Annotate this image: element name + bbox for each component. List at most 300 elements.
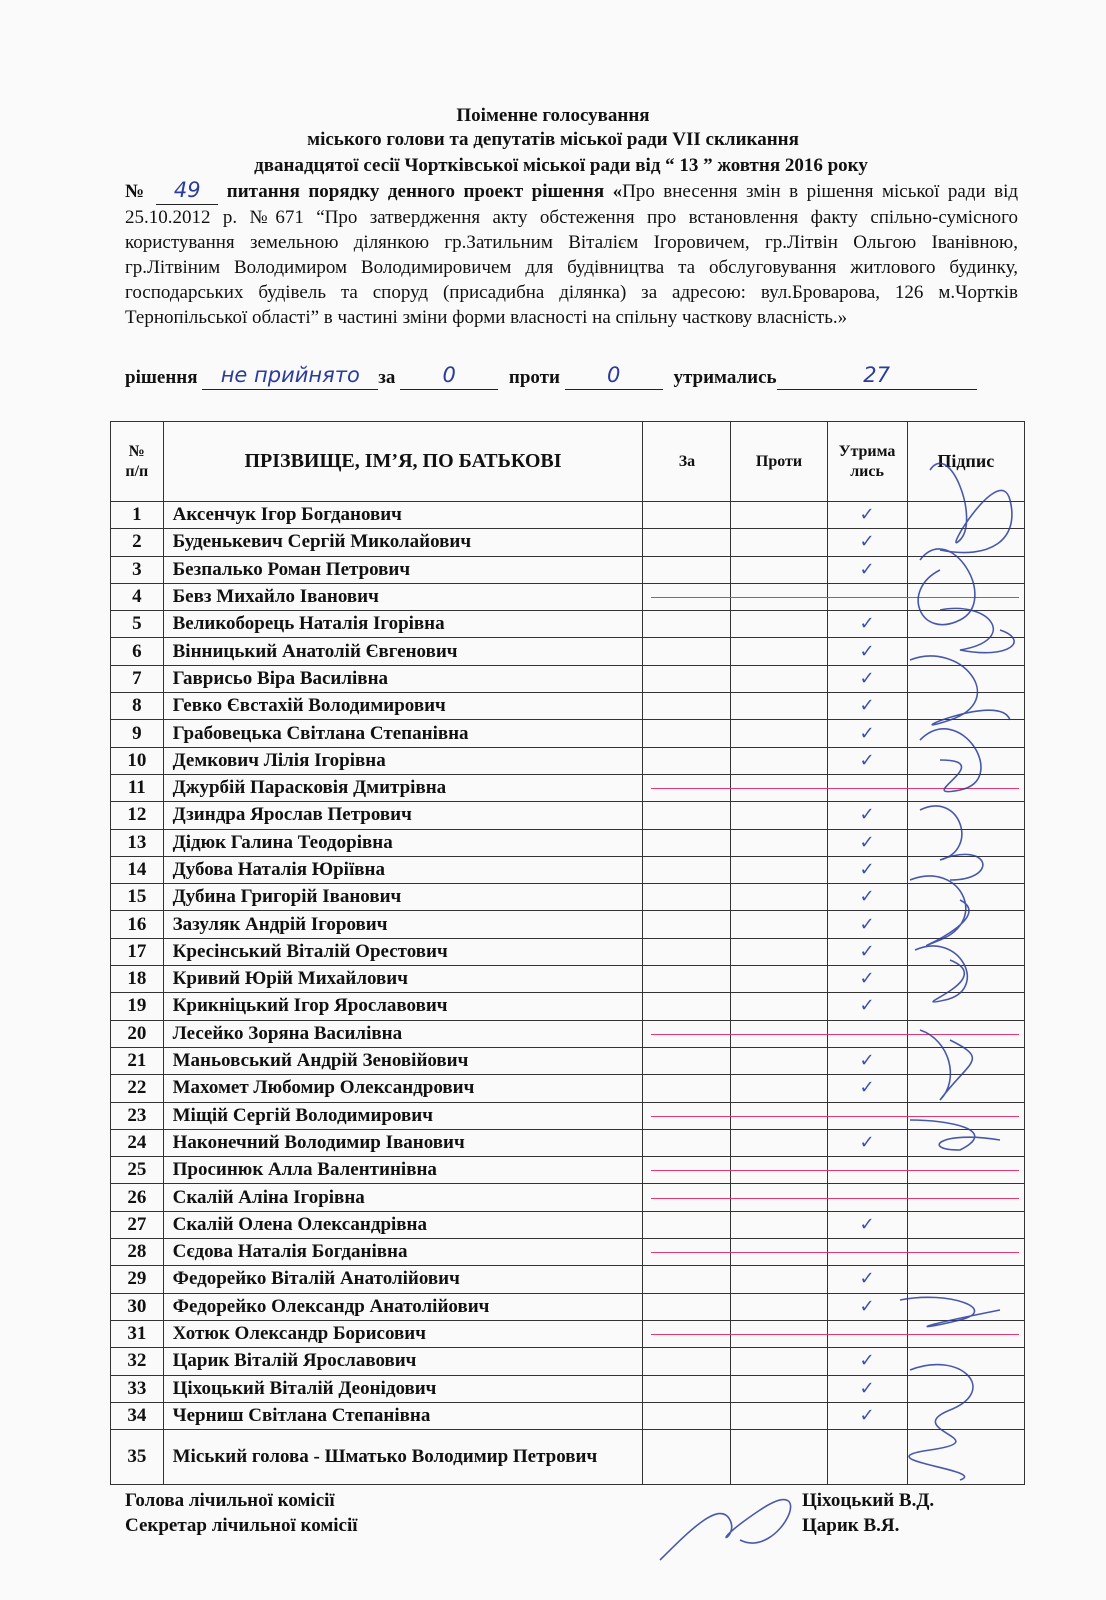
abstain-check-icon: ✓ <box>859 1295 875 1317</box>
table-row <box>111 1102 1025 1129</box>
col-header-abstained: Утрима лись <box>827 422 907 502</box>
table-header-row <box>111 422 1025 502</box>
row-number: 5 <box>111 611 164 638</box>
table-row <box>111 911 1025 938</box>
vote-against-cell <box>731 556 827 583</box>
vote-abstained-cell <box>827 911 907 938</box>
row-number: 2 <box>111 529 164 556</box>
decision-value: не прийнято <box>220 363 360 387</box>
signature-cell <box>907 1320 1024 1347</box>
signature-cell <box>907 1402 1024 1429</box>
signature-cell <box>907 720 1024 747</box>
table-row <box>111 774 1025 801</box>
abstain-check-icon: ✓ <box>859 749 875 771</box>
signature-cell <box>907 993 1024 1020</box>
deputy-name: Аксенчук Ігор Богданович <box>163 502 643 529</box>
col-header-against: Проти <box>731 422 827 502</box>
row-number: 6 <box>111 638 164 665</box>
deputy-name: Гевко Євстахій Володимирович <box>163 693 643 720</box>
table-row <box>111 1375 1025 1402</box>
vote-against-cell <box>731 1129 827 1156</box>
roll-call-table <box>110 421 1025 1485</box>
signature-cell <box>907 556 1024 583</box>
vote-abstained-cell <box>827 1402 907 1429</box>
vote-for-cell <box>643 583 731 610</box>
row-number: 18 <box>111 966 164 993</box>
table-body <box>111 502 1025 1485</box>
vote-for-cell <box>643 556 731 583</box>
vote-against-cell <box>731 1184 827 1211</box>
deputy-name: Хотюк Олександр Борисович <box>163 1320 643 1347</box>
row-number: 31 <box>111 1320 164 1347</box>
table-row <box>111 884 1025 911</box>
col-header-name: ПРІЗВИЩЕ, ІМ’Я, ПО БАТЬКОВІ <box>163 422 643 502</box>
deputy-name: Дубина Григорій Іванович <box>163 884 643 911</box>
vote-for-cell <box>643 829 731 856</box>
vote-against-cell <box>731 1375 827 1402</box>
deputy-name: Федорейко Олександр Анатолійович <box>163 1293 643 1320</box>
row-number: 32 <box>111 1348 164 1375</box>
row-number: 4 <box>111 583 164 610</box>
signature-cell <box>907 1129 1024 1156</box>
row-number: 19 <box>111 993 164 1020</box>
table-row <box>111 1430 1025 1485</box>
row-number: 1 <box>111 502 164 529</box>
vote-against-cell <box>731 884 827 911</box>
vote-against-cell <box>731 856 827 883</box>
vote-abstained-cell <box>827 1102 907 1129</box>
abstain-check-icon: ✓ <box>859 1404 875 1426</box>
table-row <box>111 502 1025 529</box>
vote-abstained-cell <box>827 1129 907 1156</box>
row-number: 27 <box>111 1211 164 1238</box>
deputy-name: Наконечний Володимир Іванович <box>163 1129 643 1156</box>
abstain-check-icon: ✓ <box>859 831 875 853</box>
row-number: 26 <box>111 1184 164 1211</box>
deputy-name: Безпалько Роман Петрович <box>163 556 643 583</box>
deputy-name: Маньовський Андрій Зеновійович <box>163 1047 643 1074</box>
vote-for-cell <box>643 611 731 638</box>
signature-cell <box>907 1239 1024 1266</box>
row-number: 34 <box>111 1402 164 1429</box>
deputy-name: Царик Віталій Ярославович <box>163 1348 643 1375</box>
row-number: 25 <box>111 1157 164 1184</box>
vote-abstained-cell <box>827 1211 907 1238</box>
vote-for-cell <box>643 502 731 529</box>
vote-abstained-cell <box>827 583 907 610</box>
vote-abstained-cell <box>827 884 907 911</box>
vote-against-cell <box>731 774 827 801</box>
vote-abstained-cell <box>827 1075 907 1102</box>
abstain-check-icon: ✓ <box>859 640 875 662</box>
signature-cell <box>907 502 1024 529</box>
row-number: 33 <box>111 1375 164 1402</box>
counting-commission-secretary-label: Секретар лічильної комісії <box>125 1515 358 1536</box>
vote-for-cell <box>643 1430 731 1485</box>
vote-against-cell <box>731 1157 827 1184</box>
table-row <box>111 1075 1025 1102</box>
row-number: 28 <box>111 1239 164 1266</box>
signature-cell <box>907 774 1024 801</box>
za-value: 0 <box>442 363 456 387</box>
vote-against-cell <box>731 966 827 993</box>
vote-for-cell <box>643 1157 731 1184</box>
row-number: 17 <box>111 938 164 965</box>
vote-for-cell <box>643 938 731 965</box>
vote-against-cell <box>731 1348 827 1375</box>
col-header-signature: Підпис <box>907 422 1024 502</box>
vote-for-cell <box>643 638 731 665</box>
deputy-name: Ціхоцький Віталій Деонідович <box>163 1375 643 1402</box>
col-header-number: № п/п <box>111 422 164 502</box>
vote-against-cell <box>731 829 827 856</box>
abstain-check-icon: ✓ <box>859 558 875 580</box>
vote-for-cell <box>643 1129 731 1156</box>
deputy-name: Сєдова Наталія Богданівна <box>163 1239 643 1266</box>
vote-abstained-cell <box>827 938 907 965</box>
vote-against-cell <box>731 1402 827 1429</box>
table-row <box>111 829 1025 856</box>
signature-cell <box>907 1348 1024 1375</box>
abstain-check-icon: ✓ <box>859 695 875 717</box>
vote-abstained-cell <box>827 966 907 993</box>
table-row <box>111 693 1025 720</box>
abstain-check-icon: ✓ <box>859 1077 875 1099</box>
table-row <box>111 1320 1025 1347</box>
vote-against-cell <box>731 1075 827 1102</box>
signature-cell <box>907 829 1024 856</box>
vote-abstained-cell <box>827 802 907 829</box>
signature-cell <box>907 1075 1024 1102</box>
row-number: 12 <box>111 802 164 829</box>
signature-cell <box>907 747 1024 774</box>
deputy-name: Міщій Сергій Володимирович <box>163 1102 643 1129</box>
row-number: 8 <box>111 693 164 720</box>
table-row <box>111 993 1025 1020</box>
vote-against-cell <box>731 938 827 965</box>
abstain-check-icon: ✓ <box>859 995 875 1017</box>
deputy-name: Дубова Наталія Юріївна <box>163 856 643 883</box>
vote-for-cell <box>643 1047 731 1074</box>
abstain-check-icon: ✓ <box>859 1131 875 1153</box>
vote-for-cell <box>643 993 731 1020</box>
deputy-name: Демкович Лілія Ігорівна <box>163 747 643 774</box>
vote-for-cell <box>643 1020 731 1047</box>
abstain-check-icon: ✓ <box>859 531 875 553</box>
agenda-question <box>125 178 1018 330</box>
table-row <box>111 529 1025 556</box>
vote-abstained-cell <box>827 1375 907 1402</box>
table-row <box>111 1157 1025 1184</box>
vote-for-cell <box>643 1075 731 1102</box>
vote-for-cell <box>643 529 731 556</box>
table-row <box>111 1020 1025 1047</box>
vote-for-cell <box>643 1184 731 1211</box>
vote-for-cell <box>643 1266 731 1293</box>
row-number: 16 <box>111 911 164 938</box>
abstain-check-icon: ✓ <box>859 1350 875 1372</box>
proty-label: проти <box>508 367 560 388</box>
utr-label: утримались <box>673 367 777 388</box>
abstain-check-icon: ✓ <box>859 859 875 880</box>
row-number: 22 <box>111 1075 164 1102</box>
vote-against-cell <box>731 1266 827 1293</box>
vote-for-cell <box>643 1211 731 1238</box>
abstain-check-icon: ✓ <box>859 1377 875 1399</box>
vote-abstained-cell <box>827 693 907 720</box>
row-number: 14 <box>111 856 164 883</box>
vote-for-cell <box>643 884 731 911</box>
signature-cell <box>907 802 1024 829</box>
signature-cell <box>907 529 1024 556</box>
table-row <box>111 966 1025 993</box>
deputy-name: Просинюк Алла Валентинівна <box>163 1157 643 1184</box>
vote-for-cell <box>643 774 731 801</box>
vote-against-cell <box>731 529 827 556</box>
signature-cell <box>907 1102 1024 1129</box>
vote-against-cell <box>731 1102 827 1129</box>
decision-label: рішення <box>125 367 198 388</box>
abstain-check-icon: ✓ <box>859 504 875 526</box>
counting-commission-chair-label: Голова лічильної комісії <box>125 1490 335 1511</box>
table-row <box>111 802 1025 829</box>
signature-cell <box>907 665 1024 692</box>
table-row <box>111 1293 1025 1320</box>
vote-against-cell <box>731 1047 827 1074</box>
vote-against-cell <box>731 993 827 1020</box>
deputy-name: Кривий Юрій Михайлович <box>163 966 643 993</box>
abstain-check-icon: ✓ <box>859 667 875 689</box>
table-row <box>111 1211 1025 1238</box>
deputy-name: Гаврисьо Віра Василівна <box>163 665 643 692</box>
vote-for-cell <box>643 856 731 883</box>
row-number: 10 <box>111 747 164 774</box>
signature-cell <box>907 911 1024 938</box>
vote-for-cell <box>643 1375 731 1402</box>
vote-abstained-cell <box>827 774 907 801</box>
col-header-for: За <box>643 422 731 502</box>
vote-for-cell <box>643 966 731 993</box>
abstain-check-icon: ✓ <box>859 613 875 635</box>
vote-against-cell <box>731 720 827 747</box>
signature-cell <box>907 884 1024 911</box>
table-row <box>111 1129 1025 1156</box>
table-row <box>111 1047 1025 1074</box>
vote-for-cell <box>643 1239 731 1266</box>
vote-abstained-cell <box>827 556 907 583</box>
signature-cell <box>907 1211 1024 1238</box>
vote-abstained-cell <box>827 1239 907 1266</box>
row-number: 24 <box>111 1129 164 1156</box>
vote-abstained-cell <box>827 529 907 556</box>
vote-abstained-cell <box>827 1047 907 1074</box>
vote-abstained-cell <box>827 1020 907 1047</box>
table-row <box>111 1348 1025 1375</box>
vote-abstained-cell <box>827 747 907 774</box>
abstain-check-icon: ✓ <box>859 968 875 990</box>
vote-abstained-cell <box>827 1293 907 1320</box>
utr-value: 27 <box>863 363 890 387</box>
deputy-name: Черниш Світлана Степанівна <box>163 1402 643 1429</box>
proty-value: 0 <box>607 363 621 387</box>
deputy-name: Буденькевич Сергій Миколайович <box>163 529 643 556</box>
vote-for-cell <box>643 1402 731 1429</box>
row-number: 23 <box>111 1102 164 1129</box>
vote-against-cell <box>731 1020 827 1047</box>
vote-for-cell <box>643 693 731 720</box>
vote-for-cell <box>643 911 731 938</box>
abstain-check-icon: ✓ <box>859 1213 875 1235</box>
table-row <box>111 938 1025 965</box>
vote-abstained-cell <box>827 720 907 747</box>
signature-cell <box>907 638 1024 665</box>
abstain-check-icon: ✓ <box>859 804 875 826</box>
vote-abstained-cell <box>827 1320 907 1347</box>
vote-against-cell <box>731 583 827 610</box>
counting-commission-chair-name: Ціхоцький В.Д. <box>802 1490 935 1511</box>
vote-abstained-cell <box>827 993 907 1020</box>
vote-against-cell <box>731 1320 827 1347</box>
table-row <box>111 720 1025 747</box>
vote-for-cell <box>643 1320 731 1347</box>
signature-cell <box>907 693 1024 720</box>
row-number: 15 <box>111 884 164 911</box>
question-text: Про внесення змін в рішення міської ради від 25.10.2012 р. №671 “Про затвердження акту обстеження про встановлення факту спільно-сумісного користування земельною ділянкою гр.Затильним Віталієм Ігоровичем, гр.Літвін Ольгою Іванівною, гр.Літвіним Володимиром Володимировичем для будівництва та обслуговування житлового будинку, господарських будівель та споруд (присадибна ділянка) за адресою: вул.Броварова, 126 м.Чортків Тернопільської області” в частині зміни форми власності на спільну часткову власність.» <box>125 181 1019 328</box>
vote-abstained-cell <box>827 665 907 692</box>
signature-cell <box>907 1293 1024 1320</box>
vote-abstained-cell <box>827 1266 907 1293</box>
deputy-name: Зазуляк Андрій Ігорович <box>163 911 643 938</box>
vote-against-cell <box>731 1239 827 1266</box>
table-row <box>111 611 1025 638</box>
doc-session-line: дванадцятої сесії Чортківської міської ради від “ 13 ” жовтня 2016 року <box>254 155 868 176</box>
signature-cell <box>907 1375 1024 1402</box>
table-row <box>111 583 1025 610</box>
row-number: 7 <box>111 665 164 692</box>
deputy-name: Вінницький Анатолій Євгенович <box>163 638 643 665</box>
vote-against-cell <box>731 502 827 529</box>
vote-against-cell <box>731 802 827 829</box>
vote-for-cell <box>643 1348 731 1375</box>
deputy-name: Лесейко Зоряна Василівна <box>163 1020 643 1047</box>
deputy-name: Грабовецька Світлана Степанівна <box>163 720 643 747</box>
signature-cell <box>907 1430 1024 1485</box>
deputy-name: Міський голова - Шматько Володимир Петрович <box>163 1430 643 1485</box>
vote-against-cell <box>731 747 827 774</box>
deputy-name: Кресінський Віталій Орестович <box>163 938 643 965</box>
deputy-name: Махомет Любомир Олександрович <box>163 1075 643 1102</box>
vote-against-cell <box>731 611 827 638</box>
table-row <box>111 638 1025 665</box>
table-row <box>111 1266 1025 1293</box>
row-number: 3 <box>111 556 164 583</box>
table-row <box>111 856 1025 883</box>
row-number: 35 <box>111 1430 164 1485</box>
vote-abstained-cell <box>827 638 907 665</box>
vote-for-cell <box>643 720 731 747</box>
question-number-value: 49 <box>173 178 201 202</box>
abstain-check-icon: ✓ <box>859 940 875 962</box>
vote-against-cell <box>731 911 827 938</box>
vote-for-cell <box>643 1102 731 1129</box>
doc-subtitle: міського голови та депутатів міської ради VII скликання <box>307 129 799 150</box>
row-number: 13 <box>111 829 164 856</box>
abstain-check-icon: ✓ <box>859 1268 875 1290</box>
abstain-check-icon: ✓ <box>859 913 875 935</box>
table-row <box>111 747 1025 774</box>
vote-for-cell <box>643 747 731 774</box>
deputy-name: Джурбій Парасковія Дмитрівна <box>163 774 643 801</box>
deputy-name: Крикніцький Ігор Ярославович <box>163 993 643 1020</box>
signature-cell <box>907 1047 1024 1074</box>
counting-commission-secretary-name: Царик В.Я. <box>802 1515 900 1536</box>
deputy-name: Скалій Олена Олександрівна <box>163 1211 643 1238</box>
vote-against-cell <box>731 638 827 665</box>
row-number: 11 <box>111 774 164 801</box>
deputy-name: Дідюк Галина Теодорівна <box>163 829 643 856</box>
table-row <box>111 1239 1025 1266</box>
signature-cell <box>907 1157 1024 1184</box>
abstain-check-icon: ✓ <box>859 722 875 744</box>
abstain-check-icon: ✓ <box>859 886 875 908</box>
vote-against-cell <box>731 665 827 692</box>
vote-abstained-cell <box>827 1157 907 1184</box>
abstain-check-icon: ✓ <box>859 1050 875 1072</box>
question-number-label: № <box>125 181 148 202</box>
vote-abstained-cell <box>827 1348 907 1375</box>
signature-cell <box>907 1184 1024 1211</box>
vote-for-cell <box>643 665 731 692</box>
vote-for-cell <box>643 802 731 829</box>
deputy-name: Федорейко Віталій Анатолійович <box>163 1266 643 1293</box>
vote-for-cell <box>643 1293 731 1320</box>
vote-against-cell <box>731 693 827 720</box>
vote-abstained-cell <box>827 502 907 529</box>
vote-against-cell <box>731 1211 827 1238</box>
signature-cell <box>907 583 1024 610</box>
signature-cell <box>907 611 1024 638</box>
question-bold-part: питання порядку денного проект рішення « <box>226 181 623 202</box>
row-number: 21 <box>111 1047 164 1074</box>
vote-against-cell <box>731 1430 827 1485</box>
table-row <box>111 556 1025 583</box>
signature-cell <box>907 1266 1024 1293</box>
signature-cell <box>907 856 1024 883</box>
deputy-name: Великоборець Наталія Ігорівна <box>163 611 643 638</box>
vote-abstained-cell <box>827 829 907 856</box>
vote-abstained-cell <box>827 1430 907 1485</box>
deputy-name: Скалій Аліна Ігорівна <box>163 1184 643 1211</box>
table-row <box>111 665 1025 692</box>
table-row <box>111 1184 1025 1211</box>
row-number: 20 <box>111 1020 164 1047</box>
za-label: за <box>378 367 396 388</box>
doc-title: Поіменне голосування <box>456 105 650 126</box>
vote-abstained-cell <box>827 856 907 883</box>
vote-result-line <box>125 363 1025 390</box>
vote-abstained-cell <box>827 611 907 638</box>
row-number: 9 <box>111 720 164 747</box>
row-number: 30 <box>111 1293 164 1320</box>
row-number: 29 <box>111 1266 164 1293</box>
signature-cell <box>907 938 1024 965</box>
vote-against-cell <box>731 1293 827 1320</box>
signature-cell <box>907 966 1024 993</box>
deputy-name: Дзиндра Ярослав Петрович <box>163 802 643 829</box>
table-row <box>111 1402 1025 1429</box>
vote-abstained-cell <box>827 1184 907 1211</box>
signature-cell <box>907 1020 1024 1047</box>
